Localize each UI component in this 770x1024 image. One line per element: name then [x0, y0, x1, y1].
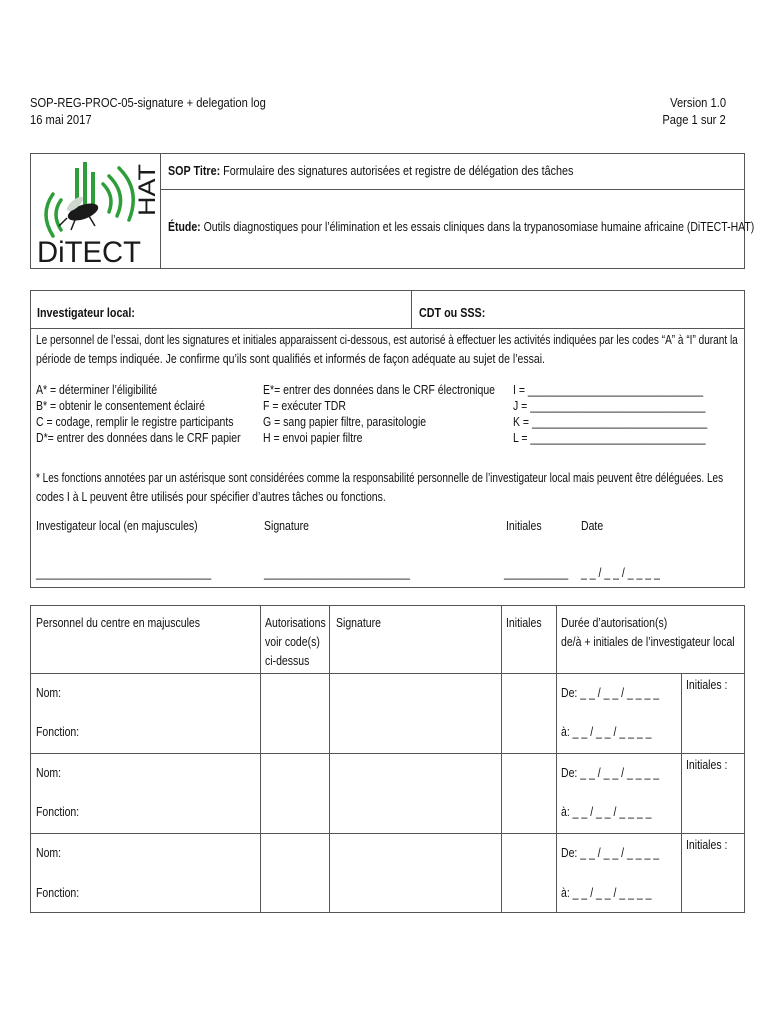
row-3-fonction: Fonction:: [36, 886, 80, 900]
header-duree-line-1: Durée d’autorisation(s): [561, 616, 668, 630]
sig-label-name: Investigateur local (en majuscules): [36, 519, 198, 533]
codes-column-1: [36, 382, 280, 446]
etude-row: [161, 190, 755, 268]
ditect-hat-logo: [31, 154, 161, 268]
row-2-a[interactable]: à: _ _ / _ _ / _ _ _ _: [561, 805, 652, 819]
sig-label-signature: Signature: [264, 519, 309, 533]
personnel-table: [30, 605, 745, 913]
etude-label: Étude:: [168, 220, 201, 234]
row-1-a[interactable]: à: _ _ / _ _ / _ _ _ _: [561, 725, 652, 739]
row-2-fonction: Fonction:: [36, 805, 80, 819]
header-auth-line-1: Autorisations: [265, 616, 326, 630]
code-a: A* = déterminer l’éligibilité: [36, 383, 158, 397]
logo-text-side: HAT: [134, 169, 161, 216]
row-1-de[interactable]: De: _ _ / _ _ / _ _ _ _: [561, 686, 660, 700]
header-duree: [561, 614, 768, 652]
row-2-initiales[interactable]: Initiales :: [686, 758, 728, 772]
sig-blank-signature[interactable]: _________________________: [264, 566, 411, 580]
code-h: H = envoi papier filtre: [263, 431, 363, 445]
title-box: [30, 153, 755, 269]
code-e: E*= entrer des données dans le CRF électronique: [263, 383, 496, 397]
header-initiales: Initiales: [506, 616, 542, 630]
code-j: J = ______________________________: [513, 399, 706, 413]
row-2-nom: Nom:: [36, 766, 62, 780]
investigator-box: [30, 290, 745, 588]
header-duree-line-2: de/à + initiales de l’investigateur local: [561, 635, 735, 649]
header-auth-line-3: ci-dessus: [265, 654, 310, 668]
row-2-de[interactable]: De: _ _ / _ _ / _ _ _ _: [561, 766, 660, 780]
code-d: D*= entrer des données dans le CRF papier: [36, 431, 241, 445]
doc-date: 16 mai 2017: [30, 112, 92, 127]
label-investigateur-local: Investigateur local:: [37, 306, 135, 320]
label-cdt-sss: CDT ou SSS:: [419, 306, 486, 320]
note-line-1: * Les fonctions annotées par un astérisque sont considérées comme la responsabilité personnelle de l’investigateur local mais peuvent être déléguées. Les: [36, 471, 724, 485]
logo-icon: [31, 154, 161, 268]
sig-blank-name[interactable]: ______________________________: [36, 566, 212, 580]
row-1-initiales[interactable]: Initiales :: [686, 678, 728, 692]
doc-page: Page 1 sur 2: [662, 112, 726, 127]
investigator-header: [31, 291, 744, 329]
row-1-nom: Nom:: [36, 686, 62, 700]
sop-title-label: SOP Titre:: [168, 164, 221, 178]
row-3-de[interactable]: De: _ _ / _ _ / _ _ _ _: [561, 846, 660, 860]
doc-version: Version 1.0: [670, 95, 726, 110]
intro-line-1: Le personnel de l’essai, dont les signatures et initiales apparaissent ci-dessous, est autorisé à effectuer les activités indiquées par les codes “A” à “I” durant la: [36, 333, 738, 347]
header-signature: Signature: [336, 616, 381, 630]
row-1-fonction: Fonction:: [36, 725, 80, 739]
header-auth-line-2: voir code(s): [265, 635, 320, 649]
codes-column-2: [263, 382, 539, 446]
codes-column-3: [513, 382, 744, 446]
code-b: B* = obtenir le consentement éclairé: [36, 399, 205, 413]
document-header-right: [652, 94, 726, 128]
header-personnel: Personnel du centre en majuscules: [36, 616, 201, 630]
code-i: I = ______________________________: [513, 383, 704, 397]
sig-label-date: Date: [581, 519, 604, 533]
note-line-2: codes I à L peuvent être utilisés pour spécifier d’autres tâches ou fonctions.: [36, 490, 386, 504]
sop-title-text: Formulaire des signatures autorisées et registre de délégation des tâches: [220, 164, 574, 178]
sig-label-initials: Initiales: [506, 519, 542, 533]
code-k: K = ______________________________: [513, 415, 708, 429]
row-3-nom: Nom:: [36, 846, 62, 860]
header-autorisations: [265, 614, 337, 671]
code-l: L = ______________________________: [513, 431, 706, 445]
sop-title-row: [161, 154, 744, 190]
intro-line-2: période de temps indiquée. Je confirme qu’ils sont qualifiés et informés de façon adéquate au sujet de l’essai.: [36, 352, 545, 366]
logo-text-main: DiTECT: [37, 236, 141, 268]
row-3-initiales[interactable]: Initiales :: [686, 838, 728, 852]
code-g: G = sang papier filtre, parasitologie: [263, 415, 427, 429]
sig-blank-date[interactable]: _ _ / _ _ / _ _ _ _: [581, 566, 660, 580]
row-3-a[interactable]: à: _ _ / _ _ / _ _ _ _: [561, 886, 652, 900]
doc-id: SOP-REG-PROC-05-signature + delegation log: [30, 95, 266, 110]
etude-text: Outils diagnostiques pour l’élimination et les essais cliniques dans la trypanosomiase humaine africaine (DiTECT-HAT): [200, 220, 755, 234]
sig-blank-initials[interactable]: ___________: [504, 566, 569, 580]
code-f: F = exécuter TDR: [263, 399, 346, 413]
document-header-left: [30, 94, 304, 128]
code-c: C = codage, remplir le registre participants: [36, 415, 234, 429]
